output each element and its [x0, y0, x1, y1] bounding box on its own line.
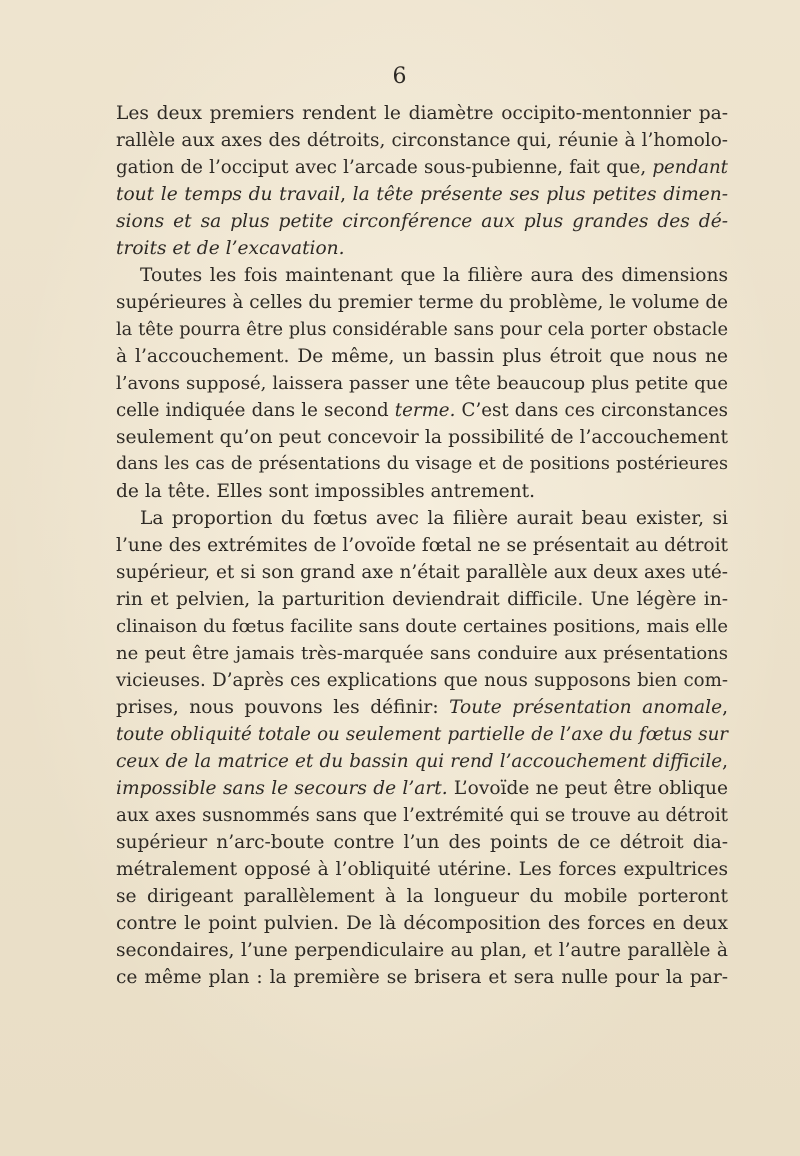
text-line	[116, 100, 728, 127]
italic-text: impossible sans le secours de l’art.	[116, 778, 448, 799]
text-line	[116, 640, 728, 667]
text-line	[116, 127, 728, 154]
text-line	[116, 451, 728, 478]
text-line	[116, 721, 728, 748]
text-run: métralement opposé à l’obliquité utérine. Les forces expultrices	[116, 859, 728, 880]
text-run: L’ovoïde ne peut être oblique	[447, 778, 728, 799]
body-text	[116, 100, 728, 991]
text-run: la tête pourra être plus considérable sans pour cela porter obstacle	[116, 319, 728, 340]
text-line	[116, 343, 728, 370]
text-line	[116, 964, 728, 991]
text-run: supérieur n’arc-boute contre l’un des points de ce détroit dia-	[116, 832, 728, 853]
text-run: dans les cas de présentations du visage et de positions postérieures	[116, 454, 728, 474]
text-line	[116, 559, 728, 586]
text-line	[116, 289, 728, 316]
text-run: ,	[340, 184, 353, 205]
text-line	[116, 235, 728, 262]
text-line	[116, 694, 728, 721]
text-run: ,	[722, 697, 729, 718]
text-run: C’est dans ces circonstances	[455, 400, 729, 421]
text-run: ce même plan : la première se brisera et sera nulle pour la par-	[116, 967, 728, 988]
text-run: de la tête. Elles sont impossibles antrement.	[116, 481, 535, 502]
text-line	[116, 802, 728, 829]
text-run: l’une des extrémites de l’ovoïde fœtal ne se présentait au détroit	[116, 535, 728, 556]
text-run: supérieures à celles du premier terme du problème, le volume de	[116, 292, 728, 313]
text-run: à l’accouchement. De même, un bassin plus étroit que nous ne	[116, 346, 728, 367]
text-run: supérieur, et si son grand axe n’était parallèle aux deux axes uté-	[116, 562, 728, 583]
text-run: aux axes susnommés sans que l’extrémité qui se trouve au détroit	[116, 805, 728, 826]
text-line	[116, 775, 728, 802]
text-line	[116, 424, 728, 451]
text-run: La proportion du fœtus avec la filière aurait beau exister, si	[140, 508, 728, 529]
italic-text: toute obliquité totale ou seulement partielle de l’axe du fœtus sur	[116, 724, 728, 745]
text-line	[116, 397, 728, 424]
text-run: rallèle aux axes des détroits, circonstance qui, réunie à l’homolo-	[116, 130, 728, 151]
text-line	[116, 208, 728, 235]
text-line	[116, 370, 728, 397]
text-line	[116, 478, 728, 505]
text-run: secondaires, l’une perpendiculaire au plan, et l’autre parallèle à	[116, 940, 728, 961]
text-run: l’avons supposé, laissera passer une tête beaucoup plus petite que	[116, 373, 728, 394]
text-run: ,	[722, 751, 728, 772]
text-line	[116, 181, 728, 208]
text-line	[116, 829, 728, 856]
text-line	[116, 613, 728, 640]
text-line	[116, 316, 728, 343]
text-line	[116, 883, 728, 910]
italic-text: sions et sa plus petite circonférence aux plus grandes des dé-	[116, 211, 728, 232]
text-line	[116, 910, 728, 937]
text-run: clinaison du fœtus facilite sans doute certaines positions, mais elle	[116, 616, 728, 637]
text-run: prises, nous pouvons les définir:	[116, 697, 450, 718]
text-run: se dirigeant parallèlement à la longueur du mobile porteront	[116, 886, 728, 907]
italic-text: pendant	[652, 157, 728, 178]
text-run: Toutes les fois maintenant que la filière aura des dimensions	[140, 265, 728, 286]
text-run: rin et pelvien, la parturition deviendrait difficile. Une légère in-	[116, 589, 728, 610]
text-run: gation de l’occiput avec l’arcade sous-pubienne, fait que,	[116, 157, 653, 178]
text-run: Les deux premiers rendent le diamètre occipito-mentonnier pa-	[116, 103, 728, 124]
italic-text: tout le temps du travail	[116, 184, 341, 205]
text-run: celle indiquée dans le second	[116, 400, 395, 421]
text-line	[116, 748, 728, 775]
text-run: ne peut être jamais très-marquée sans conduire aux présentations	[116, 643, 728, 664]
italic-text: la tête présente ses plus petites dimen-	[352, 184, 728, 205]
italic-text: Toute présentation anomale	[449, 697, 723, 718]
italic-text: troits et de l’excavation.	[116, 238, 345, 259]
text-line	[116, 154, 728, 181]
page-number: 6	[392, 64, 408, 89]
text-line	[116, 667, 728, 694]
text-line	[116, 505, 728, 532]
text-line	[116, 937, 728, 964]
text-line	[116, 586, 728, 613]
text-line	[116, 532, 728, 559]
italic-text: ceux de la matrice et du bassin qui rend l’accouchement difficile	[116, 751, 723, 772]
text-line	[116, 262, 728, 289]
text-run: contre le point pulvien. De là décomposition des forces en deux	[116, 913, 728, 934]
text-line	[116, 856, 728, 883]
text-run: seulement qu’on peut concevoir la possibilité de l’accouchement	[116, 427, 728, 448]
italic-text: terme.	[394, 400, 456, 421]
text-run: vicieuses. D’après ces explications que nous supposons bien com-	[116, 670, 728, 691]
